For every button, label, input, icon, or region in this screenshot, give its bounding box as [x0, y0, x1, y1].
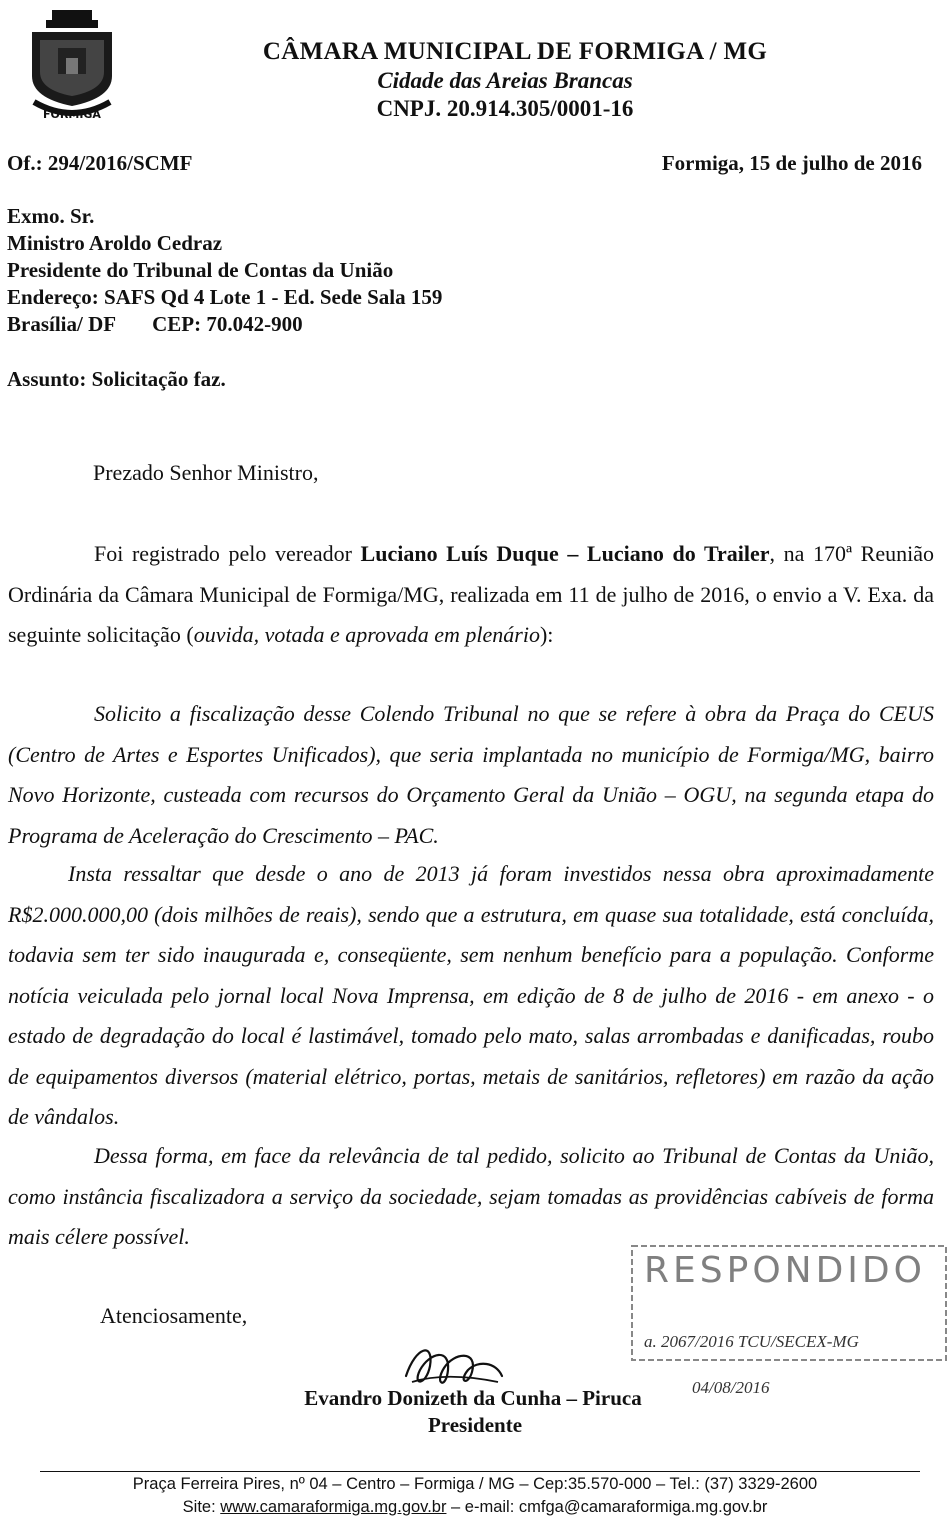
stamp-reference: a. 2067/2016 TCU/SECEX-MG: [644, 1332, 859, 1351]
p4-text: Dessa forma, em face da relevância de tal pedido, solicito ao Tribunal de Contas da União, como instância fiscalizadora a serviço da sociedade, sejam tomadas as providências cabíveis de forma mais célere possível.: [8, 1143, 934, 1249]
body-paragraph-3: [8, 854, 934, 1138]
body-paragraph-2: [8, 694, 934, 856]
body-paragraph-1: [8, 534, 934, 656]
footer-address: Praça Ferreira Pires, nº 04 – Centro – Formiga / MG – Cep:35.570-000 – Tel.: (37) 3329-2600: [132, 1475, 818, 1493]
letter-subject: Assunto: Solicitação faz.: [7, 367, 226, 391]
footer-email-label: – e-mail:: [446, 1498, 519, 1516]
councilor-name: Luciano Luís Duque – Luciano do Trailer: [360, 541, 770, 566]
p3-text: Insta ressaltar que desde o ano de 2013 já foram investidos nessa obra aproximadamente R$2.000.000,00 (dois milhões de reais), sendo que a estrutura, em quase sua totalidade, está concluída, todavia sem ter sido inaugurada e, conseqüente, sem nenhum benefício para a população. Conforme notícia veiculada pelo jornal local Nova Imprensa, em edição de 8 de julho de 2016 - em anexo - o estado de degradação do local é lastimável, tomado pelo mato, salas arrombadas e danificadas, roubo de equipamentos diversos (material elétrico, portas, metais de sanitários, refletores) em razão da ação de vândalos.: [8, 861, 934, 1129]
recipient-name: Ministro Aroldo Cedraz: [7, 231, 223, 255]
signer-role: Presidente: [427, 1413, 523, 1437]
letter-date: Formiga, 15 de julho de 2016: [661, 151, 922, 175]
website-link[interactable]: www.camaraformiga.mg.gov.br: [220, 1498, 447, 1516]
p1-italic: ouvida, votada e aprovada em plenário: [193, 622, 540, 647]
recipient-city: Brasília/ DF: [7, 312, 117, 336]
footer-site-label: Site:: [182, 1498, 221, 1516]
p1-mid: , na 170ª Reunião Ordinária da Câmara Municipal de Formiga/MG, realizada em 11 de julho de 2016, o envio a V. Exa. da seguinte solicitação (: [8, 541, 934, 647]
footer-divider: [40, 1471, 920, 1472]
recipient-cep: CEP: 70.042-900: [152, 312, 303, 336]
city-motto: Cidade das Areias Brancas: [377, 68, 633, 93]
svg-text:FORMIGA: FORMIGA: [43, 108, 101, 121]
recipient-salutation: Exmo. Sr.: [7, 204, 95, 228]
p1-end: ):: [539, 622, 554, 647]
signer-name: Evandro Donizeth da Cunha – Piruca: [304, 1386, 642, 1410]
cnpj-number: CNPJ. 20.914.305/0001-16: [376, 96, 634, 121]
recipient-address: Endereço: SAFS Qd 4 Lote 1 - Ed. Sede Sala 159: [7, 285, 443, 309]
footer-contacts: [0, 1498, 950, 1517]
letter-reference: Of.: 294/2016/SCMF: [7, 151, 193, 175]
closing: Atenciosamente,: [100, 1303, 248, 1328]
stamp-title: RESPONDIDO: [644, 1250, 926, 1291]
stamp-date: 04/08/2016: [692, 1378, 770, 1397]
p2-text: Solicito a fiscalização desse Colendo Tribunal no que se refere à obra da Praça do CEUS (Centro de Artes e Esportes Unificados), que seria implantada no município de Formiga/MG, bairro Novo Horizonte, custeada com recursos do Orçamento Geral da União – OGU, na segunda etapa do Programa de Aceleração do Crescimento – PAC.: [8, 701, 934, 848]
institution-name: CÂMARA MUNICIPAL DE FORMIGA / MG: [262, 38, 768, 65]
recipient-title: Presidente do Tribunal de Contas da União: [7, 258, 394, 282]
body-paragraph-4: [8, 1136, 934, 1258]
recipient-block: [7, 203, 442, 338]
greeting: Prezado Senhor Ministro,: [93, 460, 319, 485]
p1-lead: Foi registrado pelo vereador: [94, 541, 361, 566]
recipient-city-line: [7, 311, 442, 338]
received-stamp: [630, 1244, 948, 1397]
email-address[interactable]: cmfga@camaraformiga.mg.gov.br: [518, 1498, 768, 1516]
